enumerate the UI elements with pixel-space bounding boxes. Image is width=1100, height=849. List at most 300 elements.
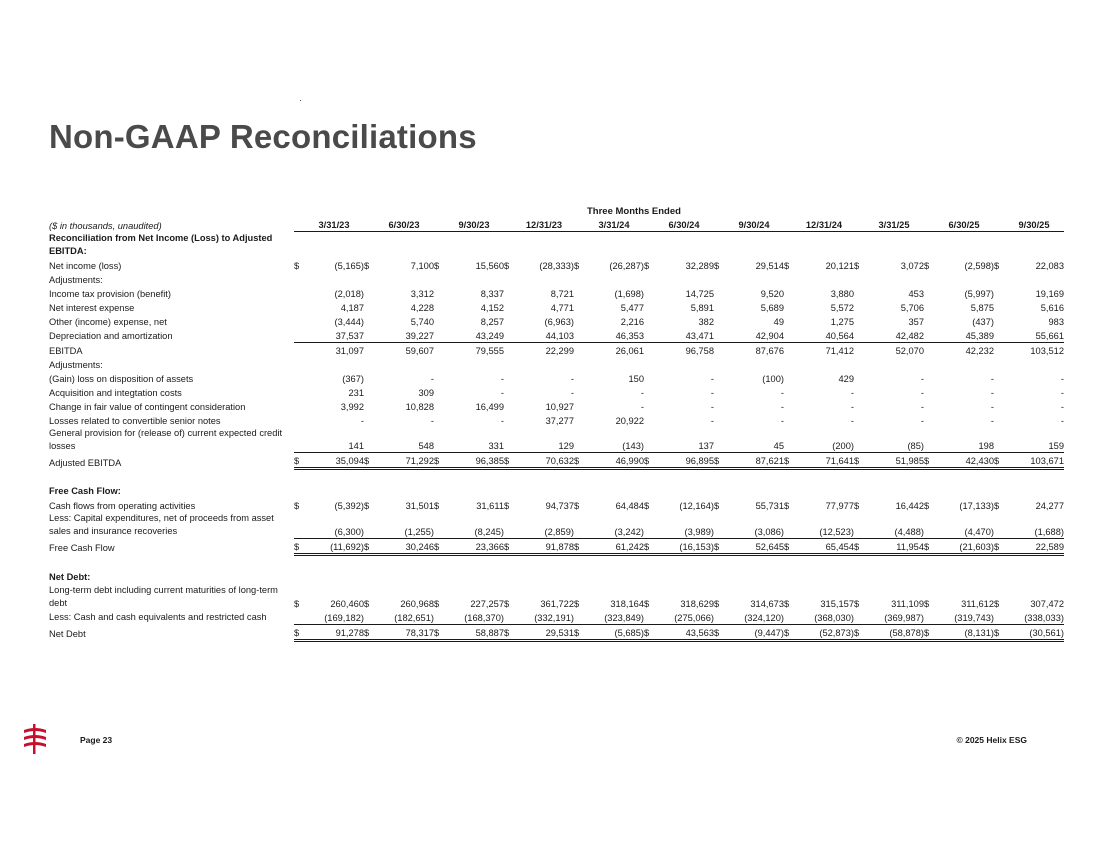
- cell-value: 11,954: [864, 538, 924, 554]
- currency-symbol: $: [574, 538, 584, 554]
- cell-value: -: [500, 373, 504, 384]
- currency-symbol: [714, 232, 724, 258]
- cell-value: 5,891: [690, 302, 714, 313]
- cell-value: 382: [698, 316, 714, 327]
- currency-symbol: $: [854, 260, 860, 271]
- cell-value: -: [710, 387, 714, 398]
- cell-value: [794, 484, 854, 498]
- currency-symbol: [574, 342, 584, 357]
- currency-symbol: $: [434, 501, 440, 511]
- cell-value: -: [570, 373, 574, 384]
- currency-symbol: [294, 610, 304, 625]
- currency-symbol: [994, 272, 1004, 286]
- cell-value: [864, 357, 924, 371]
- cell-value: 16,499: [475, 401, 504, 412]
- currency-symbol: $: [574, 624, 584, 640]
- cell-value: 361,722: [540, 598, 574, 609]
- currency-symbol: [434, 413, 444, 427]
- currency-symbol: [714, 399, 724, 413]
- currency-symbol: [784, 300, 794, 314]
- currency-symbol: [994, 300, 1004, 314]
- cell-value: 19,169: [1035, 288, 1064, 299]
- currency-symbol: [994, 232, 1004, 258]
- cell-value: -: [360, 415, 364, 426]
- currency-symbol: [784, 512, 794, 538]
- currency-symbol: [854, 399, 864, 413]
- cell-value: (182,651): [374, 610, 434, 625]
- cell-value: 7,100: [410, 260, 434, 271]
- decorative-dot: [300, 100, 301, 101]
- table-row: [49, 385, 1064, 399]
- cell-value: [374, 357, 434, 371]
- currency-symbol: [294, 371, 304, 385]
- cell-value: 231: [348, 387, 364, 398]
- cell-value: 31,501: [405, 501, 434, 511]
- cell-value: 43,249: [444, 328, 504, 343]
- cell-value: -: [990, 415, 994, 426]
- currency-symbol: [994, 570, 1004, 584]
- currency-symbol: $: [434, 598, 440, 609]
- cell-value: [304, 272, 364, 286]
- cell-value: (58,878): [864, 624, 924, 640]
- currency-symbol: [994, 371, 1004, 385]
- currency-symbol: [364, 314, 374, 328]
- currency-symbol: $: [854, 501, 860, 511]
- cell-value: 42,430: [934, 453, 994, 469]
- row-label: Change in fair value of contingent consideration: [49, 401, 246, 412]
- currency-symbol: $: [714, 260, 720, 271]
- cell-value: (4,470): [934, 512, 994, 538]
- cell-value: [654, 554, 714, 570]
- currency-symbol: $: [924, 624, 934, 640]
- currency-symbol: [434, 300, 444, 314]
- currency-symbol: [294, 272, 304, 286]
- cell-value: (28,333): [539, 260, 574, 271]
- cell-value: 78,317: [374, 624, 434, 640]
- currency-symbol: [364, 385, 374, 399]
- currency-symbol: [644, 512, 654, 538]
- cell-value: (169,182): [304, 610, 364, 625]
- currency-symbol: $: [854, 453, 864, 469]
- currency-symbol: [924, 300, 934, 314]
- cell-value: [724, 570, 784, 584]
- currency-symbol: [434, 512, 444, 538]
- currency-symbol: [924, 272, 934, 286]
- cell-value: -: [1060, 415, 1064, 426]
- cell-value: 5,572: [830, 302, 854, 313]
- section-title: Free Cash Flow:: [49, 486, 121, 496]
- cell-value: 30,246: [374, 538, 434, 554]
- currency-symbol: [434, 232, 444, 258]
- cell-value: 42,482: [864, 328, 924, 343]
- cell-value: 357: [908, 316, 924, 327]
- currency-symbol: [924, 328, 934, 343]
- currency-symbol: [924, 413, 934, 427]
- currency-symbol: $: [364, 598, 370, 609]
- currency-symbol: [434, 484, 444, 498]
- currency-symbol: [434, 342, 444, 357]
- currency-symbol: $: [574, 260, 580, 271]
- currency-symbol: [644, 554, 654, 570]
- cell-value: [724, 554, 784, 570]
- cell-value: (367): [342, 373, 364, 384]
- cell-value: [934, 554, 994, 570]
- cell-value: (5,997): [964, 288, 994, 299]
- currency-symbol: $: [924, 260, 930, 271]
- table-row: [49, 328, 1064, 343]
- cell-value: 227,257: [470, 598, 504, 609]
- cell-value: -: [780, 401, 784, 412]
- currency-symbol: [714, 554, 724, 570]
- currency-symbol: $: [924, 538, 934, 554]
- currency-symbol: $: [574, 453, 584, 469]
- cell-value: 8,257: [480, 316, 504, 327]
- cell-value: [584, 484, 644, 498]
- period-label: 6/30/23: [374, 217, 434, 232]
- currency-symbol: $: [994, 538, 1004, 554]
- cell-value: 96,895: [654, 453, 714, 469]
- cell-value: (6,963): [544, 316, 574, 327]
- currency-symbol: $: [504, 501, 510, 511]
- cell-value: [934, 272, 994, 286]
- cell-value: [514, 272, 574, 286]
- cell-value: [654, 232, 714, 258]
- cell-value: 42,232: [965, 345, 994, 356]
- cell-value: -: [1060, 387, 1064, 398]
- cell-value: [304, 357, 364, 371]
- currency-symbol: [644, 232, 654, 258]
- currency-symbol: [644, 399, 654, 413]
- helix-logo-icon: [22, 724, 48, 754]
- currency-symbol: [644, 469, 654, 485]
- cell-value: 103,671: [1004, 453, 1064, 469]
- reconciliation-table: [49, 217, 1064, 642]
- currency-symbol: $: [994, 501, 1000, 511]
- cell-value: (26,287): [609, 260, 644, 271]
- currency-symbol: [364, 286, 374, 300]
- cell-value: [864, 484, 924, 498]
- currency-symbol: [504, 232, 514, 258]
- currency-symbol: $: [994, 598, 1000, 609]
- cell-value: 39,227: [374, 328, 434, 343]
- currency-symbol: [574, 357, 584, 371]
- currency-symbol: [784, 399, 794, 413]
- currency-symbol: [994, 554, 1004, 570]
- currency-symbol: $: [574, 501, 580, 511]
- cell-value: [654, 484, 714, 498]
- currency-symbol: [784, 427, 794, 453]
- period-label: 12/31/24: [794, 217, 854, 232]
- cell-value: 5,616: [1040, 302, 1064, 313]
- header-spacer: [364, 217, 374, 232]
- cell-value: [794, 469, 854, 485]
- cell-value: (2,018): [334, 288, 364, 299]
- currency-symbol: $: [644, 538, 654, 554]
- cell-value: [724, 469, 784, 485]
- cell-value: [794, 554, 854, 570]
- period-label: 6/30/25: [934, 217, 994, 232]
- currency-symbol: [854, 232, 864, 258]
- cell-value: [934, 469, 994, 485]
- currency-symbol: [994, 357, 1004, 371]
- cell-value: 9,520: [760, 288, 784, 299]
- currency-symbol: [854, 610, 864, 625]
- header-spacer: [504, 217, 514, 232]
- currency-symbol: [924, 399, 934, 413]
- currency-symbol: [994, 427, 1004, 453]
- currency-symbol: [574, 286, 584, 300]
- period-label: 3/31/25: [864, 217, 924, 232]
- cell-value: 96,758: [685, 345, 714, 356]
- currency-symbol: [644, 314, 654, 328]
- row-label: Less: Capital expenditures, net of proceeds from asset sales and insurance recoveries: [49, 513, 274, 536]
- cell-value: [304, 484, 364, 498]
- currency-symbol: [504, 342, 514, 357]
- currency-symbol: [924, 357, 934, 371]
- cell-value: 23,366: [444, 538, 504, 554]
- currency-symbol: [924, 554, 934, 570]
- table-row: [49, 610, 1064, 625]
- cell-value: -: [500, 415, 504, 426]
- cell-value: 40,564: [794, 328, 854, 343]
- currency-symbol: $: [714, 538, 724, 554]
- currency-symbol: [364, 328, 374, 343]
- copyright: © 2025 Helix ESG: [956, 735, 1027, 745]
- currency-symbol: [784, 371, 794, 385]
- currency-symbol: [574, 232, 584, 258]
- currency-symbol: [574, 314, 584, 328]
- cell-value: 318,164: [610, 598, 644, 609]
- cell-value: 5,875: [970, 302, 994, 313]
- currency-symbol: [574, 469, 584, 485]
- cell-value: (100): [762, 373, 784, 384]
- currency-symbol: [574, 399, 584, 413]
- cell-value: 311,612: [961, 598, 994, 609]
- section-title: Net Debt:: [49, 571, 91, 582]
- currency-symbol: [924, 371, 934, 385]
- cell-value: [514, 570, 574, 584]
- cell-value: [304, 570, 364, 584]
- currency-symbol: $: [854, 598, 860, 609]
- currency-symbol: [994, 610, 1004, 625]
- currency-symbol: [504, 286, 514, 300]
- row-label: Income tax provision (benefit): [49, 288, 171, 299]
- cell-value: [1004, 554, 1064, 570]
- cell-value: -: [710, 415, 714, 426]
- currency-symbol: [644, 427, 654, 453]
- currency-symbol: $: [994, 260, 1000, 271]
- cell-value: [304, 554, 364, 570]
- currency-symbol: [924, 469, 934, 485]
- cell-value: [444, 232, 504, 258]
- currency-symbol: [434, 554, 444, 570]
- currency-symbol: $: [294, 624, 304, 640]
- cell-value: 314,673: [750, 598, 784, 609]
- currency-symbol: [924, 286, 934, 300]
- currency-symbol: [714, 357, 724, 371]
- currency-symbol: [294, 469, 304, 485]
- cell-value: 37,537: [304, 328, 364, 343]
- currency-symbol: [784, 610, 794, 625]
- cell-value: 20,922: [615, 415, 644, 426]
- section-header-row: [49, 484, 1064, 498]
- cell-value: (143): [584, 427, 644, 453]
- cell-value: 87,676: [755, 345, 784, 356]
- currency-symbol: [784, 342, 794, 357]
- cell-value: -: [920, 387, 924, 398]
- currency-symbol: [854, 286, 864, 300]
- row-label: Depreciation and amortization: [49, 331, 173, 341]
- cell-value: -: [710, 373, 714, 384]
- currency-symbol: [434, 469, 444, 485]
- currency-symbol: [294, 328, 304, 343]
- cell-value: (332,191): [514, 610, 574, 625]
- currency-symbol: [434, 272, 444, 286]
- cell-value: [514, 484, 574, 498]
- cell-value: 31,611: [476, 501, 504, 511]
- cell-value: [584, 570, 644, 584]
- cell-value: 983: [1048, 316, 1064, 327]
- cell-value: (6,300): [304, 512, 364, 538]
- table-row: [49, 314, 1064, 328]
- cell-value: (4,488): [864, 512, 924, 538]
- currency-symbol: [854, 385, 864, 399]
- cell-value: [934, 232, 994, 258]
- currency-symbol: [364, 469, 374, 485]
- currency-symbol: $: [784, 538, 794, 554]
- cell-value: [374, 469, 434, 485]
- currency-symbol: [784, 570, 794, 584]
- currency-symbol: [994, 399, 1004, 413]
- table-row: [49, 453, 1064, 469]
- currency-symbol: [574, 570, 584, 584]
- cell-value: 49: [773, 316, 784, 327]
- currency-symbol: [294, 232, 304, 258]
- table-row: [49, 584, 1064, 610]
- cell-value: -: [850, 387, 854, 398]
- currency-symbol: [714, 286, 724, 300]
- row-label: Cash flows from operating activities: [49, 501, 196, 511]
- cell-value: 4,152: [480, 302, 504, 313]
- cell-value: 96,385: [444, 453, 504, 469]
- cell-value: -: [920, 373, 924, 384]
- currency-symbol: [364, 427, 374, 453]
- currency-symbol: [294, 570, 304, 584]
- currency-symbol: [294, 554, 304, 570]
- currency-symbol: [294, 385, 304, 399]
- currency-symbol: [784, 286, 794, 300]
- table-row: [49, 512, 1064, 538]
- currency-symbol: $: [364, 501, 370, 511]
- cell-value: 71,292: [374, 453, 434, 469]
- currency-symbol: [434, 286, 444, 300]
- currency-symbol: $: [644, 501, 650, 511]
- section-title: Reconciliation from Net Income (Loss) to Adjusted EBITDA:: [49, 232, 273, 256]
- currency-symbol: $: [504, 598, 510, 609]
- cell-value: [864, 554, 924, 570]
- row-label: General provision for (release of) current expected credit losses: [49, 427, 283, 451]
- currency-symbol: $: [854, 624, 864, 640]
- currency-symbol: [434, 314, 444, 328]
- cell-value: 20,121: [825, 260, 854, 271]
- currency-symbol: [434, 385, 444, 399]
- currency-symbol: [504, 570, 514, 584]
- period-label: 3/31/24: [584, 217, 644, 232]
- currency-symbol: $: [294, 538, 304, 554]
- cell-value: 331: [444, 427, 504, 453]
- currency-symbol: $: [924, 598, 930, 609]
- cell-value: 15,560: [475, 260, 504, 271]
- currency-symbol: [994, 286, 1004, 300]
- currency-symbol: [574, 413, 584, 427]
- currency-symbol: [924, 342, 934, 357]
- cell-value: (437): [972, 316, 994, 327]
- cell-value: 43,563: [654, 624, 714, 640]
- cell-value: 260,460: [330, 598, 364, 609]
- cell-value: 46,353: [584, 328, 644, 343]
- cell-value: 71,641: [794, 453, 854, 469]
- cell-value: [584, 232, 644, 258]
- cell-value: [1004, 232, 1064, 258]
- cell-value: 51,985: [864, 453, 924, 469]
- page-title: Non-GAAP Reconciliations: [49, 118, 477, 155]
- cell-value: 42,904: [724, 328, 784, 343]
- cell-value: [1004, 570, 1064, 584]
- cell-value: -: [990, 401, 994, 412]
- currency-symbol: [574, 554, 584, 570]
- cell-value: 10,828: [405, 401, 434, 412]
- cell-value: (12,164): [679, 501, 714, 511]
- row-label: Less: Cash and cash equivalents and restricted cash: [49, 612, 267, 622]
- currency-symbol: [434, 399, 444, 413]
- currency-symbol: [854, 427, 864, 453]
- cell-value: 311,109: [891, 598, 924, 609]
- period-label: 9/30/24: [724, 217, 784, 232]
- cell-value: (16,153): [654, 538, 714, 554]
- row-label: Adjusted EBITDA: [49, 457, 122, 468]
- cell-value: 4,771: [550, 302, 574, 313]
- currency-symbol: [364, 232, 374, 258]
- cell-value: 315,157: [820, 598, 854, 609]
- cell-value: -: [850, 401, 854, 412]
- cell-value: [724, 232, 784, 258]
- cell-value: (17,133): [959, 501, 994, 511]
- cell-value: [864, 469, 924, 485]
- currency-symbol: [294, 484, 304, 498]
- currency-symbol: [784, 328, 794, 343]
- currency-symbol: [924, 512, 934, 538]
- cell-value: -: [850, 415, 854, 426]
- currency-symbol: [504, 272, 514, 286]
- currency-symbol: [784, 314, 794, 328]
- cell-value: [514, 357, 574, 371]
- section-header-row: [49, 232, 1064, 258]
- currency-symbol: $: [784, 501, 790, 511]
- cell-value: -: [920, 401, 924, 412]
- header-spacer: [784, 217, 794, 232]
- currency-symbol: [644, 484, 654, 498]
- currency-symbol: $: [784, 598, 790, 609]
- cell-value: [794, 272, 854, 286]
- currency-symbol: $: [364, 260, 370, 271]
- cell-value: 141: [304, 427, 364, 453]
- currency-symbol: [364, 399, 374, 413]
- table-row: [49, 258, 1064, 272]
- cell-value: 58,887: [444, 624, 504, 640]
- currency-symbol: [714, 413, 724, 427]
- cell-value: 29,514: [755, 260, 784, 271]
- currency-symbol: $: [644, 453, 654, 469]
